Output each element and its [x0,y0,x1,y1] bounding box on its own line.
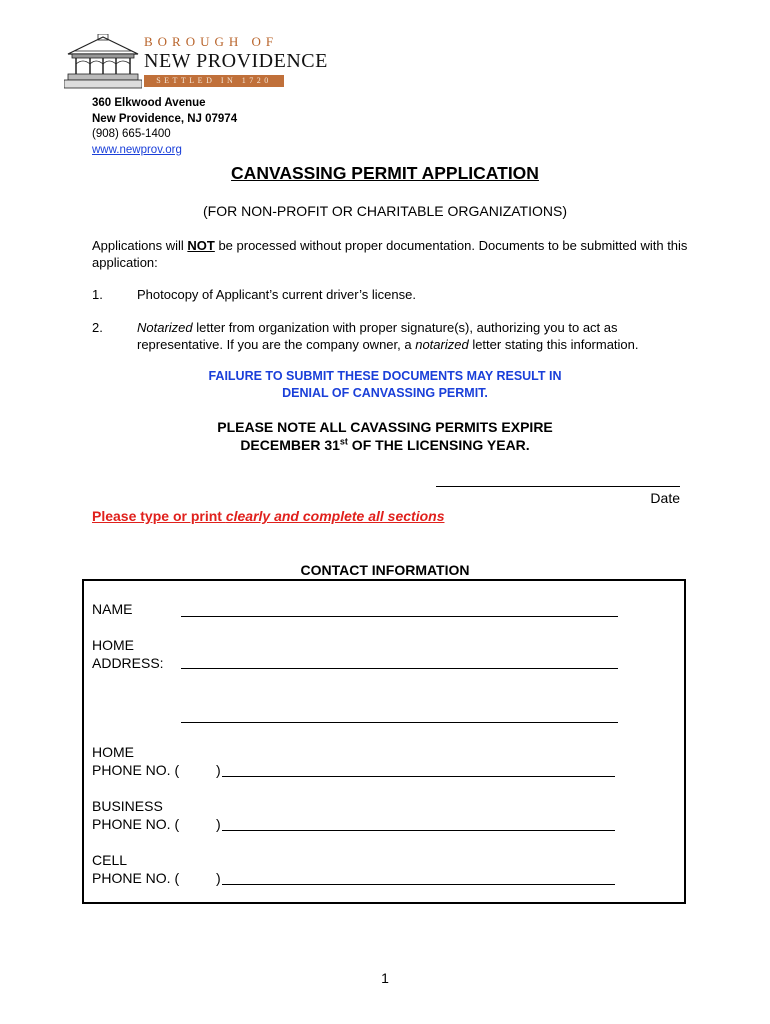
home-address-label [92,636,164,672]
warning-line-1: FAILURE TO SUBMIT THESE DOCUMENTS MAY RESULT IN [208,369,562,383]
expiry-line-1: PLEASE NOTE ALL CAVASSING PERMITS EXPIRE [217,419,553,435]
item-2-text-2: letter stating this information. [468,337,639,352]
item-2-number: 2. [92,320,103,335]
city-address: New Providence, NJ 07974 [92,112,238,125]
warning-notice [0,368,770,402]
home-address-label-1: HOME [92,637,134,653]
item-2-italic-2: notarized [415,337,469,352]
expiry-rest: OF THE LICENSING YEAR. [347,437,530,453]
item-1-text: Photocopy of Applicant’s current driver’s license. [137,287,416,302]
instruction-italic: clearly and complete all sections [225,508,445,524]
item-2-text-1: letter from organization with proper signature(s), authorizing you to act as representative. If you are the company owner, a [137,320,618,352]
borough-logo [64,34,328,96]
expiry-date: DECEMBER 31 [240,437,340,453]
date-field[interactable] [436,486,680,487]
page-subtitle: (FOR NON-PROFIT OR CHARITABLE ORGANIZATIONS) [202,203,567,219]
date-label: Date [650,490,680,506]
home-phone-label [92,743,179,779]
intro-after: be processed without proper documentation. Documents to be submitted with this application: [92,238,688,270]
business-phone-close-paren: ) [216,816,221,832]
logo-tagline: SETTLED IN 1720 [144,75,284,87]
logo-line-1: BOROUGH OF [144,34,279,49]
gazebo-icon [64,34,142,90]
instruction-text [92,508,444,524]
website-link[interactable]: www.newprov.org [92,143,182,156]
business-phone-field[interactable] [222,830,615,831]
expiry-line-2 [0,436,770,454]
name-field[interactable] [181,616,618,617]
cell-phone-label-1: CELL [92,852,128,868]
intro-paragraph [92,237,692,271]
item-2-italic-1: Notarized [137,320,193,335]
intro-before: Applications will [92,238,188,253]
item-1-number: 1. [92,287,103,302]
name-label: NAME [92,601,133,617]
cell-phone-label-2: PHONE NO. ( [92,870,180,886]
expiry-notice [0,418,770,454]
page-title: CANVASSING PERMIT APPLICATION [231,163,539,183]
intro-emphasis: NOT [187,238,215,253]
instruction-before: Please type or print [92,508,226,524]
home-phone-label-2: PHONE NO. ( [92,762,180,778]
address-block [92,96,237,158]
business-phone-label-2: PHONE NO. ( [92,816,180,832]
item-2-text [137,319,697,353]
home-phone-close-paren: ) [216,762,221,778]
cell-phone-label [92,851,179,887]
phone-number: (908) 665-1400 [92,128,171,140]
page-number: 1 [381,970,389,986]
street-address: 360 Elkwood Avenue [92,97,206,109]
business-phone-label-1: BUSINESS [92,798,163,814]
home-phone-field[interactable] [222,776,615,777]
home-address-field-1[interactable] [181,668,618,669]
home-address-field-2[interactable] [181,722,618,723]
cell-phone-close-paren: ) [216,870,221,886]
business-phone-label [92,797,179,833]
home-address-label-2: ADDRESS: [92,655,164,671]
contact-section-title: CONTACT INFORMATION [300,562,470,578]
expiry-sup: st [339,436,348,447]
warning-line-2: DENIAL OF CANVASSING PERMIT. [282,386,488,400]
home-phone-label-1: HOME [92,744,134,760]
logo-line-2: NEW PROVIDENCE [144,50,328,72]
cell-phone-field[interactable] [222,884,615,885]
